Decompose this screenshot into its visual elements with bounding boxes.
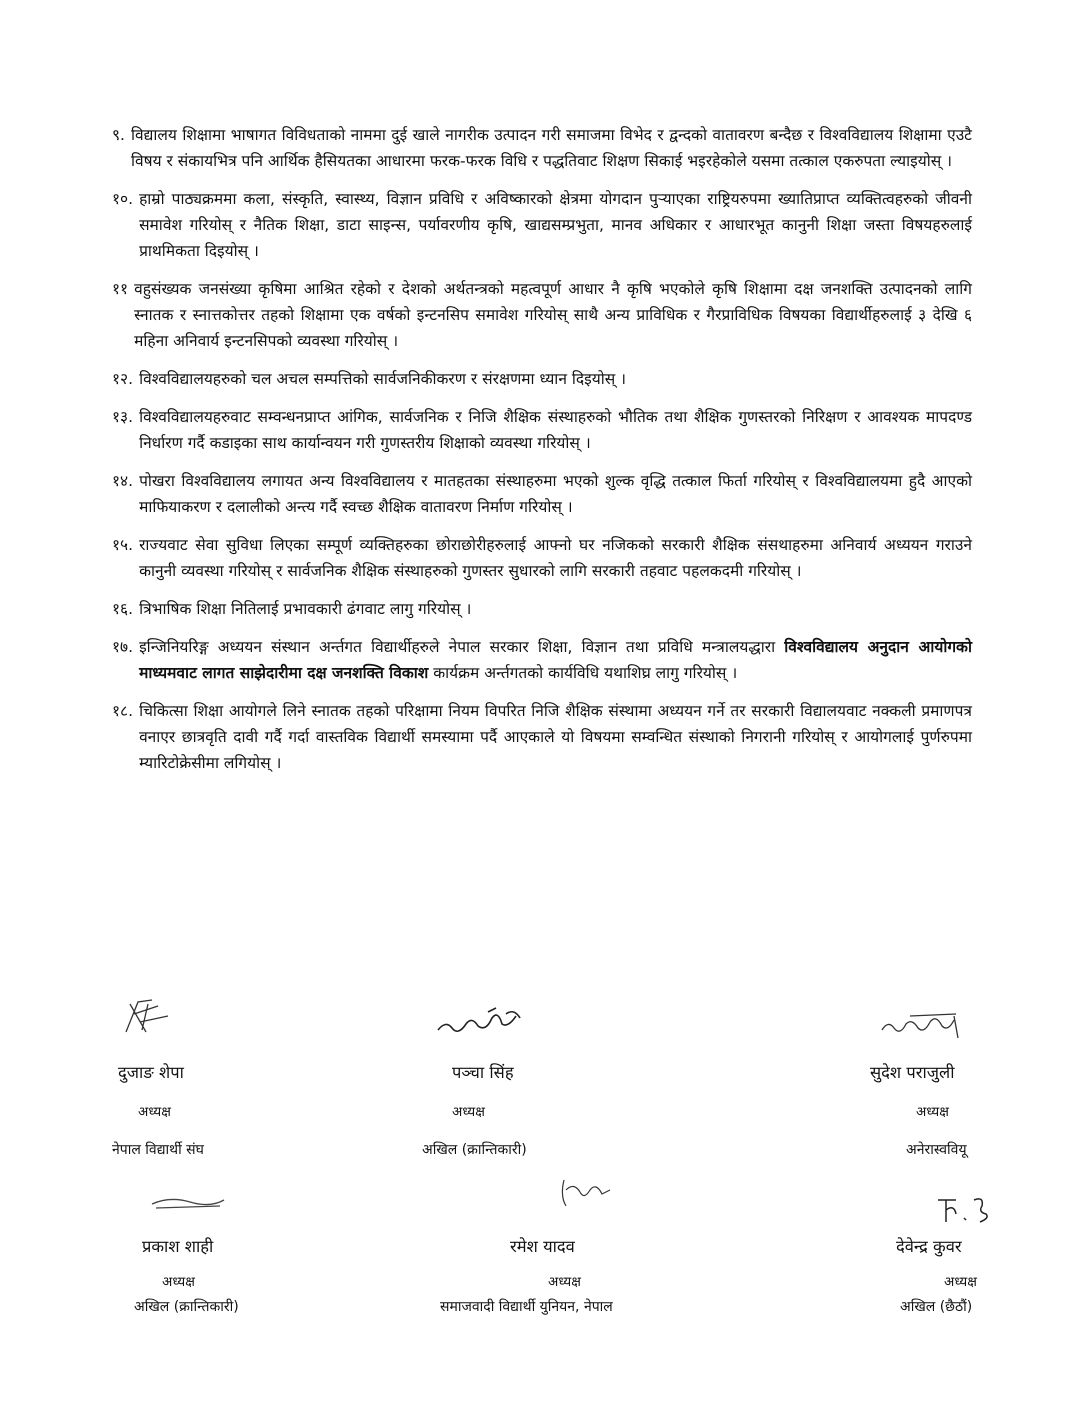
- item-number: ११: [112, 280, 129, 298]
- list-item: [112, 186, 972, 264]
- list-item: [112, 596, 972, 622]
- list-item: [112, 276, 972, 354]
- signatory-name: पञ्चा सिंह: [452, 1063, 514, 1082]
- item-text-after: कार्यक्रम अर्न्तगतको कार्यविधि यथाशिघ्र लागु गरियोस् ।: [433, 664, 738, 682]
- signatory-role: अध्यक्ष: [916, 1104, 949, 1120]
- signature-mark: [880, 1010, 970, 1042]
- signatory-role: अध्यक्ष: [944, 1274, 977, 1290]
- item-text: वहुसंख्यक जनसंख्या कृषिमा आश्रित रहेको र देशको अर्थतन्त्रको महत्वपूर्ण आधार नै कृषि भएकोले कृषि शिक्षामा दक्ष जनशक्ति उत्पादनको लागि स्नातक र स्नात्तकोत्तर तहको शिक्षामा एक वर्षको इन्टनसिप समावेश गरियोस् साथै अन्य प्राविधिक र गैरप्राविधिक विषयका विद्यार्थीहरुलाई ३ देखि ६ महिना अनिवार्य इन्टनसिपको व्यवस्था गरियोस् ।: [134, 280, 972, 350]
- item-number: १८.: [112, 702, 134, 720]
- signature-mark: [436, 1006, 526, 1038]
- item-text: विद्यालय शिक्षामा भाषागत विविधताको नाममा दुई खाले नागरीक उत्पादन गरी समाजमा विभेद र द्वन्दको वातावरण बन्दैछ र विश्वविद्यालय शिक्षामा एउटै विषय र संकायभित्र पनि आर्थिक हैसियतका आधारमा फरक-फरक विधि र पद्धतिवाट शिक्षण सिकाई भइरहेकोले यसमा तत्काल एकरुपता ल्याइयोस् ।: [131, 126, 972, 170]
- item-text: हाम्रो पाठ्यक्रममा कला, संस्कृति, स्वास्थ्य, विज्ञान प्रविधि र अविष्कारको क्षेत्रमा योगदान पुर्‍याएका राष्ट्रियरुपमा ख्यातिप्राप्त व्यक्तित्वहरुको जीवनी समावेश गरियोस् र नैतिक शिक्षा, डाटा साइन्स, पर्यावरणीय कृषि, खाद्यसम्प्रभुता, मानव अधिकार र आधारभूत कानुनी शिक्षा जस्ता विषयहरुलाई प्राथमिकता दिइयोस् ।: [139, 190, 972, 260]
- list-item: [112, 366, 972, 392]
- item-text: राज्यवाट सेवा सुविधा लिएका सम्पूर्ण व्यक्तिहरुका छोराछोरीहरुलाई आफ्नो घर नजिकको सरकारी शैक्षिक संसथाहरुमा अनिवार्य अध्ययन गराउने कानुनी व्यवस्था गरियोस् र सार्वजनिक शैक्षिक संस्थाहरुको गुणस्तर सुधारको लागि सरकारी तहवाट पहलकदमी गरियोस् ।: [139, 536, 972, 580]
- signatory-role: अध्यक्ष: [452, 1104, 485, 1120]
- item-text: चिकित्सा शिक्षा आयोगले लिने स्नातक तहको परिक्षामा नियम विपरित निजि शैक्षिक संस्थामा अध्ययन गर्ने तर सरकारी विद्यालयवाट नक्कली प्रमाणपत्र वनाएर छात्रवृति दावी गर्दै गर्दा वास्तविक विद्यार्थी समस्यामा पर्दै आएकाले यो विषयमा सम्वन्धित संस्थाको निगरानी गरियोस् र आयोगलाई पुर्णरुपमा म्यारिटोक्रेसीमा लगियोस् ।: [139, 702, 972, 772]
- signatory-org: नेपाल विद्यार्थी संघ: [112, 1142, 204, 1158]
- item-text: [139, 634, 972, 686]
- list-item: [112, 532, 972, 584]
- signatory-role: अध्यक्ष: [138, 1104, 171, 1120]
- signatory-org: अखिल (छैठौं): [900, 1299, 973, 1315]
- item-text-before: इन्जिनियरिङ्ग अध्ययन संस्थान अर्न्तगत विद्यार्थीहरुले नेपाल सरकार शिक्षा, विज्ञान तथा प्रविधि मन्त्रालयद्धारा: [139, 638, 776, 656]
- item-number: १६.: [112, 600, 134, 618]
- signatory-org: समाजवादी विद्यार्थी युनियन, नेपाल: [440, 1299, 613, 1315]
- list-item: [112, 468, 972, 520]
- list-item: [112, 122, 972, 174]
- list-item: [112, 698, 972, 776]
- signature-mark: [558, 1176, 614, 1212]
- item-text-bold: विश्वविद्यालय अनुदान आयोगको माध्यमवाट लागत साझेदारीमा दक्ष जनशक्ति विकाश: [139, 638, 972, 682]
- item-text: त्रिभाषिक शिक्षा नितिलाई प्रभावकारी ढंगवाट लागु गरियोस् ।: [139, 600, 472, 618]
- item-number: १७.: [112, 638, 134, 656]
- item-text: पोखरा विश्वविद्यालय लगायत अन्य विश्वविद्यालय र मातहतका संस्थाहरुमा भएको शुल्क वृद्धि तत्काल फिर्ता गरियोस् र विश्वविद्यालयमा हुदै आएको माफियाकरण र दलालीको अन्त्य गर्दै स्वच्छ शैक्षिक वातावरण निर्माण गरियोस् ।: [139, 472, 972, 516]
- signatory-org: अखिल (क्रान्तिकारी): [134, 1299, 239, 1315]
- list-item: [112, 634, 972, 686]
- demands-list: [112, 122, 972, 788]
- item-number: १०.: [112, 190, 134, 208]
- signatory-role: अध्यक्ष: [162, 1274, 195, 1290]
- signature-mark: [934, 1192, 994, 1226]
- item-text: विश्वविद्यालयहरुको चल अचल सम्पत्तिको सार्वजनिकीकरण र संरक्षणमा ध्यान दिइयोस् ।: [139, 370, 626, 388]
- item-number: ९.: [112, 126, 125, 144]
- signature-mark: [150, 1192, 230, 1212]
- signatory-name: प्रकाश शाही: [142, 1237, 214, 1256]
- signatory-org: अखिल (क्रान्तिकारी): [422, 1142, 527, 1158]
- item-number: १३.: [112, 408, 134, 426]
- signatory-name: दुजाङ शेपा: [118, 1063, 184, 1082]
- list-item: [112, 404, 972, 456]
- signatory-name: देवेन्द्र कुवर: [896, 1237, 962, 1256]
- item-number: १२.: [112, 370, 134, 388]
- item-number: १५.: [112, 536, 134, 554]
- signatory-name: रमेश यादव: [510, 1237, 575, 1256]
- signatory-name: सुदेश पराजुली: [870, 1063, 955, 1082]
- item-number: १४.: [112, 472, 134, 490]
- signature-mark: [118, 992, 178, 1038]
- signatory-org: अनेरास्ववियू: [906, 1142, 967, 1158]
- item-text: विश्वविद्यालयहरुवाट सम्वन्धनप्राप्त आंगिक, सार्वजनिक र निजि शैक्षिक संस्थाहरुको भौतिक तथा शैक्षिक गुणस्तरको निरिक्षण र आवश्यक मापदण्ड निर्धारण गर्दै कडाइका साथ कार्यान्वयन गरी गुणस्तरीय शिक्षाको व्यवस्था गरियोस् ।: [139, 408, 972, 452]
- signatory-role: अध्यक्ष: [548, 1274, 581, 1290]
